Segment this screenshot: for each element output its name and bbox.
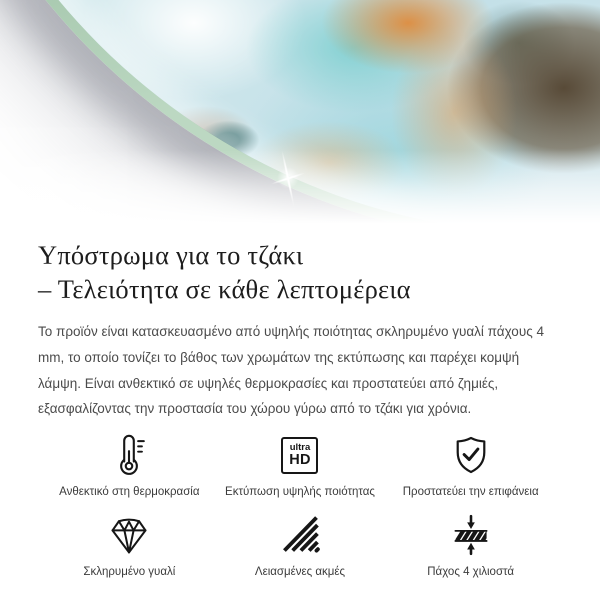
page-title bbox=[38, 238, 562, 306]
product-description: Το προϊόν είναι κατασκευασμένο από υψηλής ποιότητας σκληρυμένο γυαλί πάχους 4 mm, το οποίο τονίζει το βάθος των χρωμάτων της εκτύπωσης και παρέχει κομψή λάμψη. Είναι ανθεκτικό σε υψηλές θερμοκρασίες και προστατεύει από ζημιές, εξασφαλίζοντας την προστασία του χώρου γύρω από το τζάκι για χρόνια. bbox=[38, 324, 544, 417]
photo-bottom-fade bbox=[0, 150, 600, 230]
product-photo bbox=[0, 0, 600, 230]
shield-check-icon bbox=[449, 432, 493, 478]
product-info-section bbox=[0, 238, 600, 578]
diamond-icon bbox=[107, 512, 151, 558]
feature-polished-edges bbox=[215, 512, 386, 578]
feature-heat-resistant bbox=[44, 432, 215, 498]
feature-grid bbox=[38, 432, 562, 578]
feature-surface-protection bbox=[385, 432, 556, 498]
thickness-icon bbox=[449, 512, 493, 558]
feature-thickness bbox=[385, 512, 556, 578]
feature-label: Εκτύπωση υψηλής ποιότητας bbox=[225, 486, 375, 499]
feature-label: Λειασμένες ακμές bbox=[254, 566, 346, 579]
feature-label: Ανθεκτικό στη θερμοκρασία bbox=[59, 486, 200, 499]
feature-tempered-glass bbox=[44, 512, 215, 578]
title-line-2: – Τελειότητα σε κάθε λεπτομέρεια bbox=[38, 274, 411, 304]
thermometer-icon bbox=[106, 432, 152, 478]
feature-label: Σκληρυμένο γυαλί bbox=[83, 566, 176, 579]
hd-badge-top-text: ultra bbox=[289, 441, 311, 453]
title-line-1: Υπόστρωμα για το τζάκι bbox=[38, 240, 304, 270]
hd-badge-bottom-text: HD bbox=[289, 451, 311, 468]
feature-print-quality bbox=[215, 432, 386, 498]
ultra-hd-icon bbox=[281, 432, 318, 478]
polished-edges-icon bbox=[278, 512, 322, 558]
feature-label: Πάχος 4 χιλιοστά bbox=[427, 566, 515, 579]
feature-label: Προστατεύει την επιφάνεια bbox=[402, 486, 539, 499]
